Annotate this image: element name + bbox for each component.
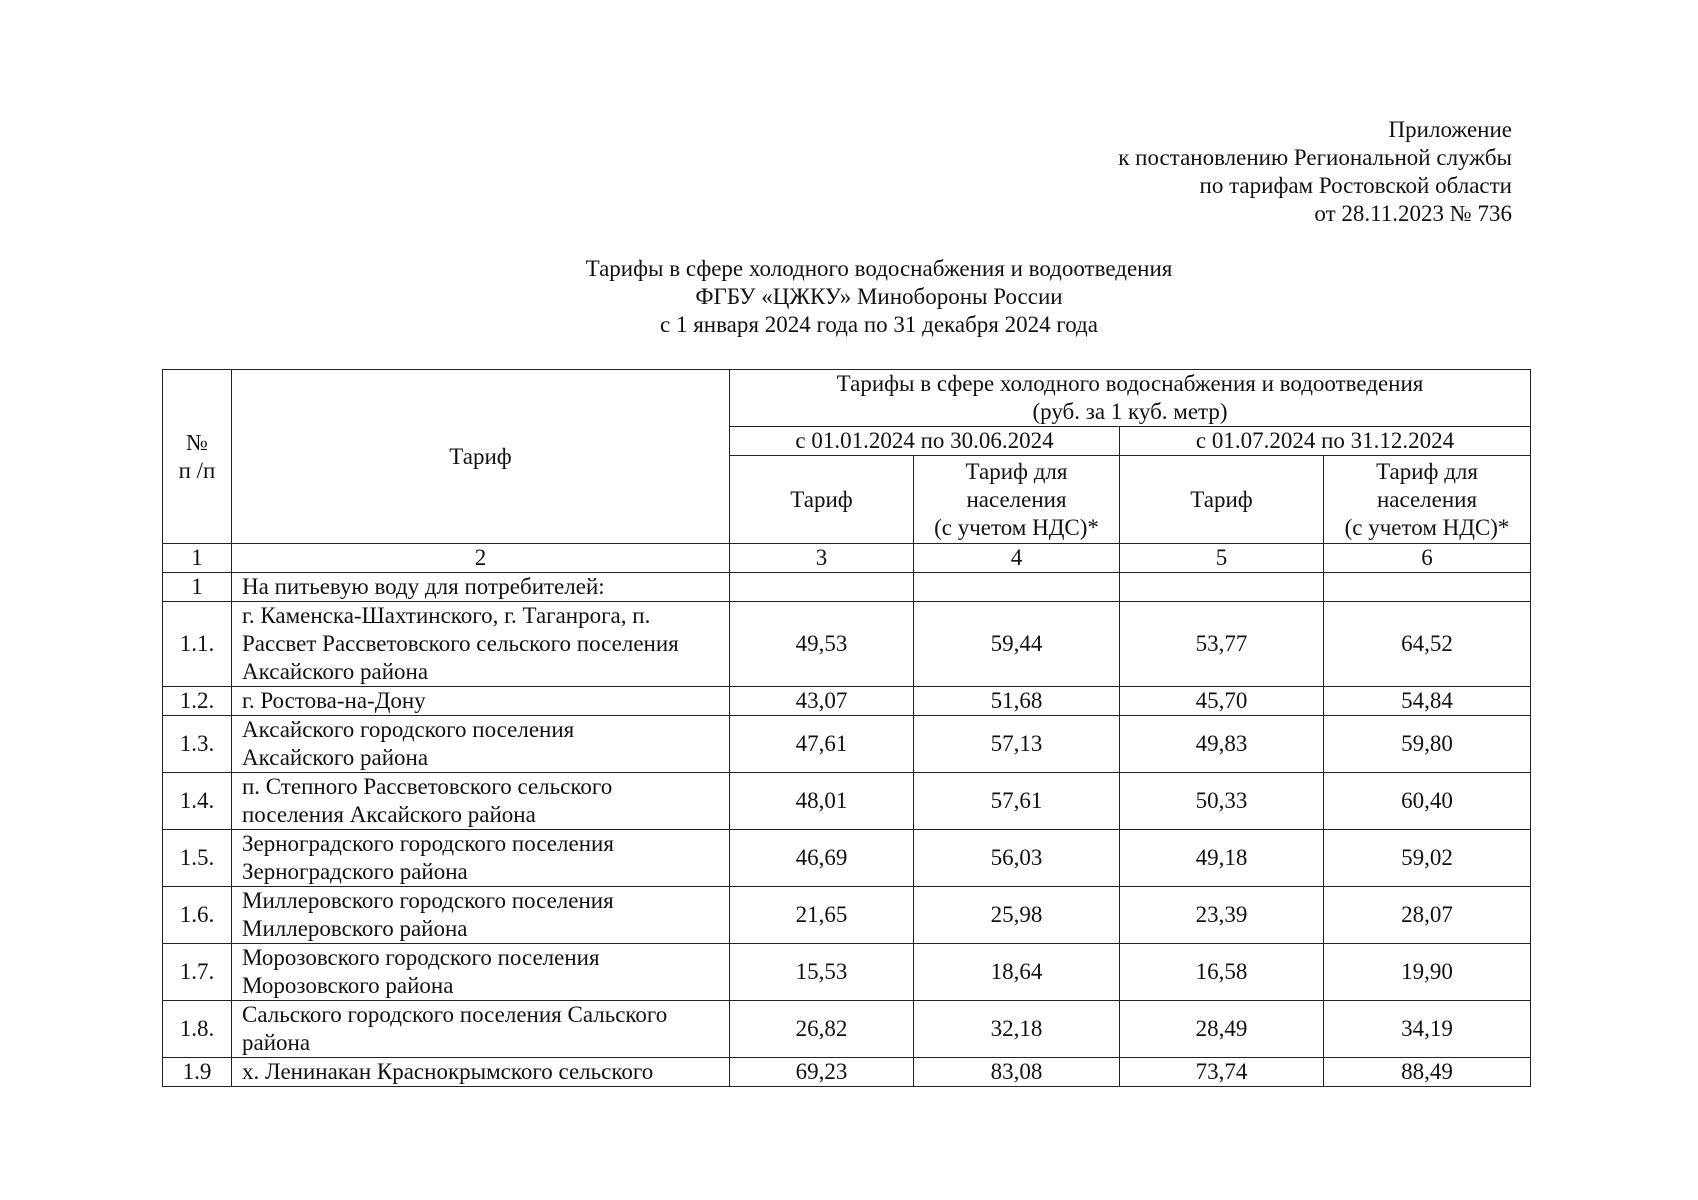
tariff-value: 47,61 [730, 716, 914, 773]
population-value: 64,52 [1324, 602, 1531, 687]
tariff-value: 26,82 [730, 1001, 914, 1058]
tariff-value: 49,83 [1120, 716, 1324, 773]
row-name [232, 1058, 730, 1087]
population-value: 57,61 [914, 773, 1120, 830]
row-number: 1.1. [163, 602, 232, 687]
table-row [163, 602, 1531, 687]
section-row [163, 573, 1531, 602]
population-value: 28,07 [1324, 887, 1531, 944]
header-period-1: с 01.01.2024 по 30.06.2024 [730, 427, 1120, 456]
header-tariff-p1: Тариф [730, 456, 914, 544]
row-name [232, 1001, 730, 1058]
empty-cell [1120, 573, 1324, 602]
header-population-line1: Тариф для [965, 458, 1068, 484]
appendix-line: по тарифам Ростовской области [1199, 173, 1512, 198]
tariff-table [162, 369, 1531, 1087]
appendix-line: к постановлению Региональной службы [1118, 145, 1512, 170]
tariff-value: 28,49 [1120, 1001, 1324, 1058]
population-value: 59,44 [914, 602, 1120, 687]
row-name-line: Рассвет Рассветовского сельского поселения [242, 631, 679, 656]
header-population-line2: населения [966, 486, 1067, 512]
header-number-line2: п /п [178, 457, 216, 483]
tariff-value: 16,58 [1120, 944, 1324, 1001]
population-value: 60,40 [1324, 773, 1531, 830]
tariff-value: 73,74 [1120, 1058, 1324, 1087]
row-name-line: г. Ростова-на-Дону [242, 688, 426, 713]
population-value: 57,13 [914, 716, 1120, 773]
population-value: 88,49 [1324, 1058, 1531, 1087]
empty-cell [1324, 573, 1531, 602]
row-number: 1.5. [163, 830, 232, 887]
row-name-line: поселения Аксайского района [242, 802, 536, 827]
row-name-line: Зерноградского городского поселения [242, 831, 614, 856]
empty-cell [914, 573, 1120, 602]
row-number: 1.6. [163, 887, 232, 944]
table-row [163, 830, 1531, 887]
row-number: 1.4. [163, 773, 232, 830]
header-population-line2: населения [1376, 486, 1478, 512]
tariff-value: 43,07 [730, 687, 914, 716]
tariff-value: 15,53 [730, 944, 914, 1001]
tariff-value: 48,01 [730, 773, 914, 830]
row-number: 1.3. [163, 716, 232, 773]
section-number: 1 [163, 573, 232, 602]
row-name-line: г. Каменска-Шахтинского, г. Таганрога, п. [242, 603, 651, 628]
header-tariff-p2: Тариф [1120, 456, 1324, 544]
row-number: 1.9 [163, 1058, 232, 1087]
row-name-line: Морозовского района [242, 973, 454, 998]
population-value: 83,08 [914, 1058, 1120, 1087]
population-value: 32,18 [914, 1001, 1120, 1058]
row-number: 1.7. [163, 944, 232, 1001]
row-name [232, 687, 730, 716]
population-value: 34,19 [1324, 1001, 1531, 1058]
table-row [163, 1058, 1531, 1087]
row-name-line: х. Ленинакан Краснокрымского сельского [242, 1059, 654, 1084]
row-name-line: района [242, 1030, 311, 1055]
population-value: 25,98 [914, 887, 1120, 944]
table-row [163, 944, 1531, 1001]
tariff-value: 23,39 [1120, 887, 1324, 944]
table-row [163, 773, 1531, 830]
tariff-value: 49,53 [730, 602, 914, 687]
population-value: 19,90 [1324, 944, 1531, 1001]
row-name-line: Морозовского городского поселения [242, 945, 600, 970]
column-number: 4 [914, 544, 1120, 573]
row-name-line: Аксайского городского поселения [242, 717, 575, 742]
column-number: 5 [1120, 544, 1324, 573]
row-name-line: Зерноградского района [242, 859, 468, 884]
title-line: Тарифы в сфере холодного водоснабжения и водоотведения [585, 256, 1173, 281]
table-row [163, 1001, 1531, 1058]
tariff-value: 49,18 [1120, 830, 1324, 887]
row-number: 1.2. [163, 687, 232, 716]
table-row [163, 687, 1531, 716]
tariff-value: 46,69 [730, 830, 914, 887]
column-number: 2 [232, 544, 730, 573]
header-period-2: с 01.07.2024 по 31.12.2024 [1120, 427, 1531, 456]
row-name-line: п. Степного Рассветовского сельского [242, 774, 613, 799]
appendix-line: от 28.11.2023 № 736 [1314, 201, 1512, 226]
title-line: ФГБУ «ЦЖКУ» Минобороны России [695, 284, 1063, 309]
header-tariff: Тариф [232, 370, 730, 544]
empty-cell [730, 573, 914, 602]
row-name [232, 773, 730, 830]
population-value: 18,64 [914, 944, 1120, 1001]
header-group-line2: (руб. за 1 куб. метр) [1032, 399, 1228, 424]
column-number: 6 [1324, 544, 1531, 573]
row-number: 1.8. [163, 1001, 232, 1058]
row-name [232, 602, 730, 687]
column-number: 1 [163, 544, 232, 573]
tariff-value: 50,33 [1120, 773, 1324, 830]
appendix-line: Приложение [1388, 117, 1512, 142]
header-population-line1: Тариф для [1376, 458, 1478, 484]
population-value: 51,68 [914, 687, 1120, 716]
header-number [163, 370, 232, 544]
header-population-line3: (с учетом НДС)* [1344, 514, 1510, 540]
tariff-value: 69,23 [730, 1058, 914, 1087]
row-name [232, 944, 730, 1001]
header-population-line3: (с учетом НДС)* [934, 514, 1099, 540]
row-name-line: Аксайского района [242, 659, 429, 684]
tariff-value: 21,65 [730, 887, 914, 944]
column-number: 3 [730, 544, 914, 573]
title-line: с 1 января 2024 года по 31 декабря 2024 года [660, 312, 1098, 337]
header-population-p2 [1324, 456, 1531, 544]
header-population-p1 [914, 456, 1120, 544]
header-group-line1: Тарифы в сфере холодного водоснабжения и водоотведения [836, 371, 1424, 396]
row-name-line: Миллеровского района [242, 916, 468, 941]
population-value: 56,03 [914, 830, 1120, 887]
row-name [232, 716, 730, 773]
table-row [163, 887, 1531, 944]
appendix-block [1118, 116, 1512, 228]
row-name-line: Сальского городского поселения Сальского [242, 1002, 668, 1027]
header-number-line1: № [186, 429, 208, 455]
document-title [0, 255, 1698, 339]
tariff-value: 53,77 [1120, 602, 1324, 687]
population-value: 59,80 [1324, 716, 1531, 773]
row-name [232, 887, 730, 944]
population-value: 54,84 [1324, 687, 1531, 716]
row-name-line: Аксайского района [242, 745, 429, 770]
table-row [163, 716, 1531, 773]
row-name [232, 830, 730, 887]
population-value: 59,02 [1324, 830, 1531, 887]
tariff-value: 45,70 [1120, 687, 1324, 716]
row-name-line: Миллеровского городского поселения [242, 888, 614, 913]
section-label: На питьевую воду для потребителей: [232, 573, 730, 602]
header-group [730, 370, 1531, 427]
